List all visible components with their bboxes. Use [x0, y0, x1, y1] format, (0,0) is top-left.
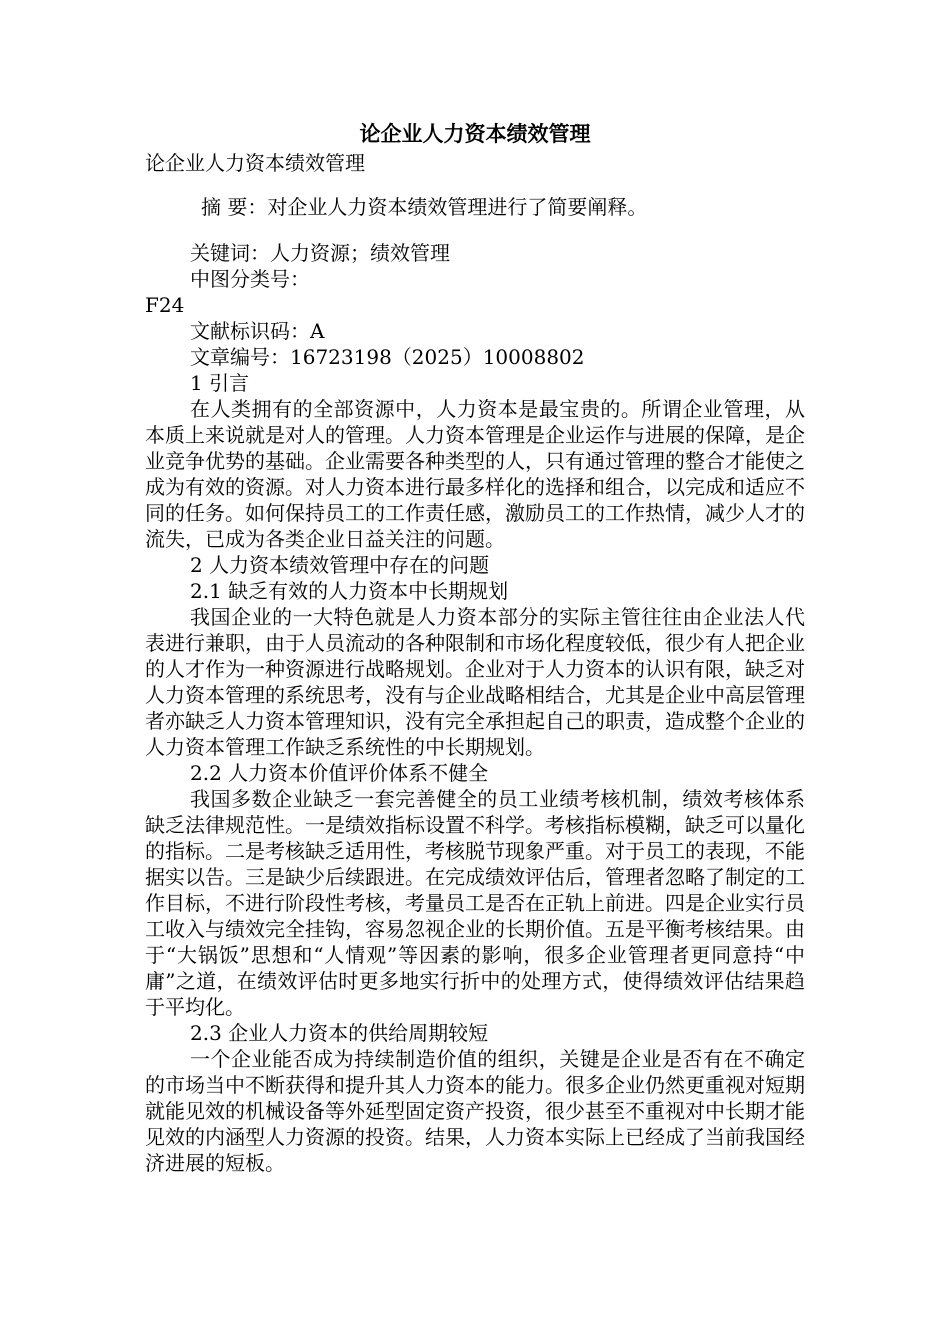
- section-2-3-paragraph: 一个企业能否成为持续制造价值的组织，关键是企业是否有在不确定的市场当中不断获得和提升其人力资本的能力。很多企业仍然更重视对短期就能见效的机械设备等外延型固定资产投资，很少甚至不重视对中长期才能见效的内涵型人力资源的投资。结果，人力资本实际上已经成了当前我国经济进展的短板。: [145, 1047, 805, 1175]
- section-2-1-paragraph: 我国企业的一大特色就是人力资本部分的实际主管往往由企业法人代表进行兼职，由于人员流动的各种限制和市场化程度较低，很少有人把企业的人才作为一种资源进行战略规划。企业对于人力资本的认识有限，缺乏对人力资本管理的系统思考，没有与企业战略相结合，尤其是企业中高层管理者亦缺乏人力资本管理知识，没有完全承担起自己的职责，造成整个企业的人力资本管理工作缺乏系统性的中长期规划。: [145, 605, 805, 759]
- section-2-heading: 2 人力资本绩效管理中存在的问题: [190, 553, 490, 577]
- section-2-3-heading: 2.3 企业人力资本的供给周期较短: [190, 1021, 489, 1045]
- article-number: 文章编号：16723198（2025）10008802: [190, 345, 585, 369]
- section-1-heading: 1 引言: [190, 371, 250, 395]
- section-2-2-heading: 2.2 人力资本价值评价体系不健全: [190, 761, 489, 785]
- metadata-block: [145, 240, 805, 370]
- abstract: 摘 要：对企业人力资本绩效管理进行了简要阐释。: [201, 195, 648, 219]
- section-2-2-paragraph: 我国多数企业缺乏一套完善健全的员工业绩考核机制，绩效考核体系缺乏法律规范性。一是绩效指标设置不科学。考核指标模糊，缺乏可以量化的指标。二是考核缺乏适用性，考核脱节现象严重。对于员工的表现，不能据实以告。三是缺少后续跟进。在完成绩效评估后，管理者忽略了制定的工作目标，不进行阶段性考核，考量员工是否在正轨上前进。四是企业实行员工收入与绩效完全挂钩，容易忽视企业的长期价值。五是平衡考核结果。由于“大锅饭”思想和“人情观”等因素的影响，很多企业管理者更同意持“中庸”之道，在绩效评估时更多地实行折中的处理方式，使得绩效评估结果趋于平均化。: [145, 787, 805, 1019]
- keywords: 关键词：人力资源；绩效管理: [190, 241, 450, 265]
- document-page: [145, 120, 805, 1176]
- document-title: 论企业人力资本绩效管理: [359, 121, 591, 146]
- section-1-paragraph: 在人类拥有的全部资源中，人力资本是最宝贵的。所谓企业管理，从本质上来说就是对人的管理。人力资本管理是企业运作与进展的保障，是企业竞争优势的基础。企业需要各种类型的人，只有通过管理的整合才能使之成为有效的资源。对人力资本进行最多样化的选择和组合，以完成和适应不同的任务。如何保持员工的工作责任感，激励员工的工作热情，减少人才的流失，已成为各类企业日益关注的问题。: [145, 397, 805, 551]
- section-2-1-heading: 2.1 缺乏有效的人力资本中长期规划: [190, 579, 509, 603]
- document-code: 文献标识码：A: [190, 319, 325, 343]
- clc-label: 中图分类号：: [190, 267, 310, 291]
- clc-value: F24: [145, 293, 185, 317]
- document-subtitle: 论企业人力资本绩效管理: [145, 151, 365, 175]
